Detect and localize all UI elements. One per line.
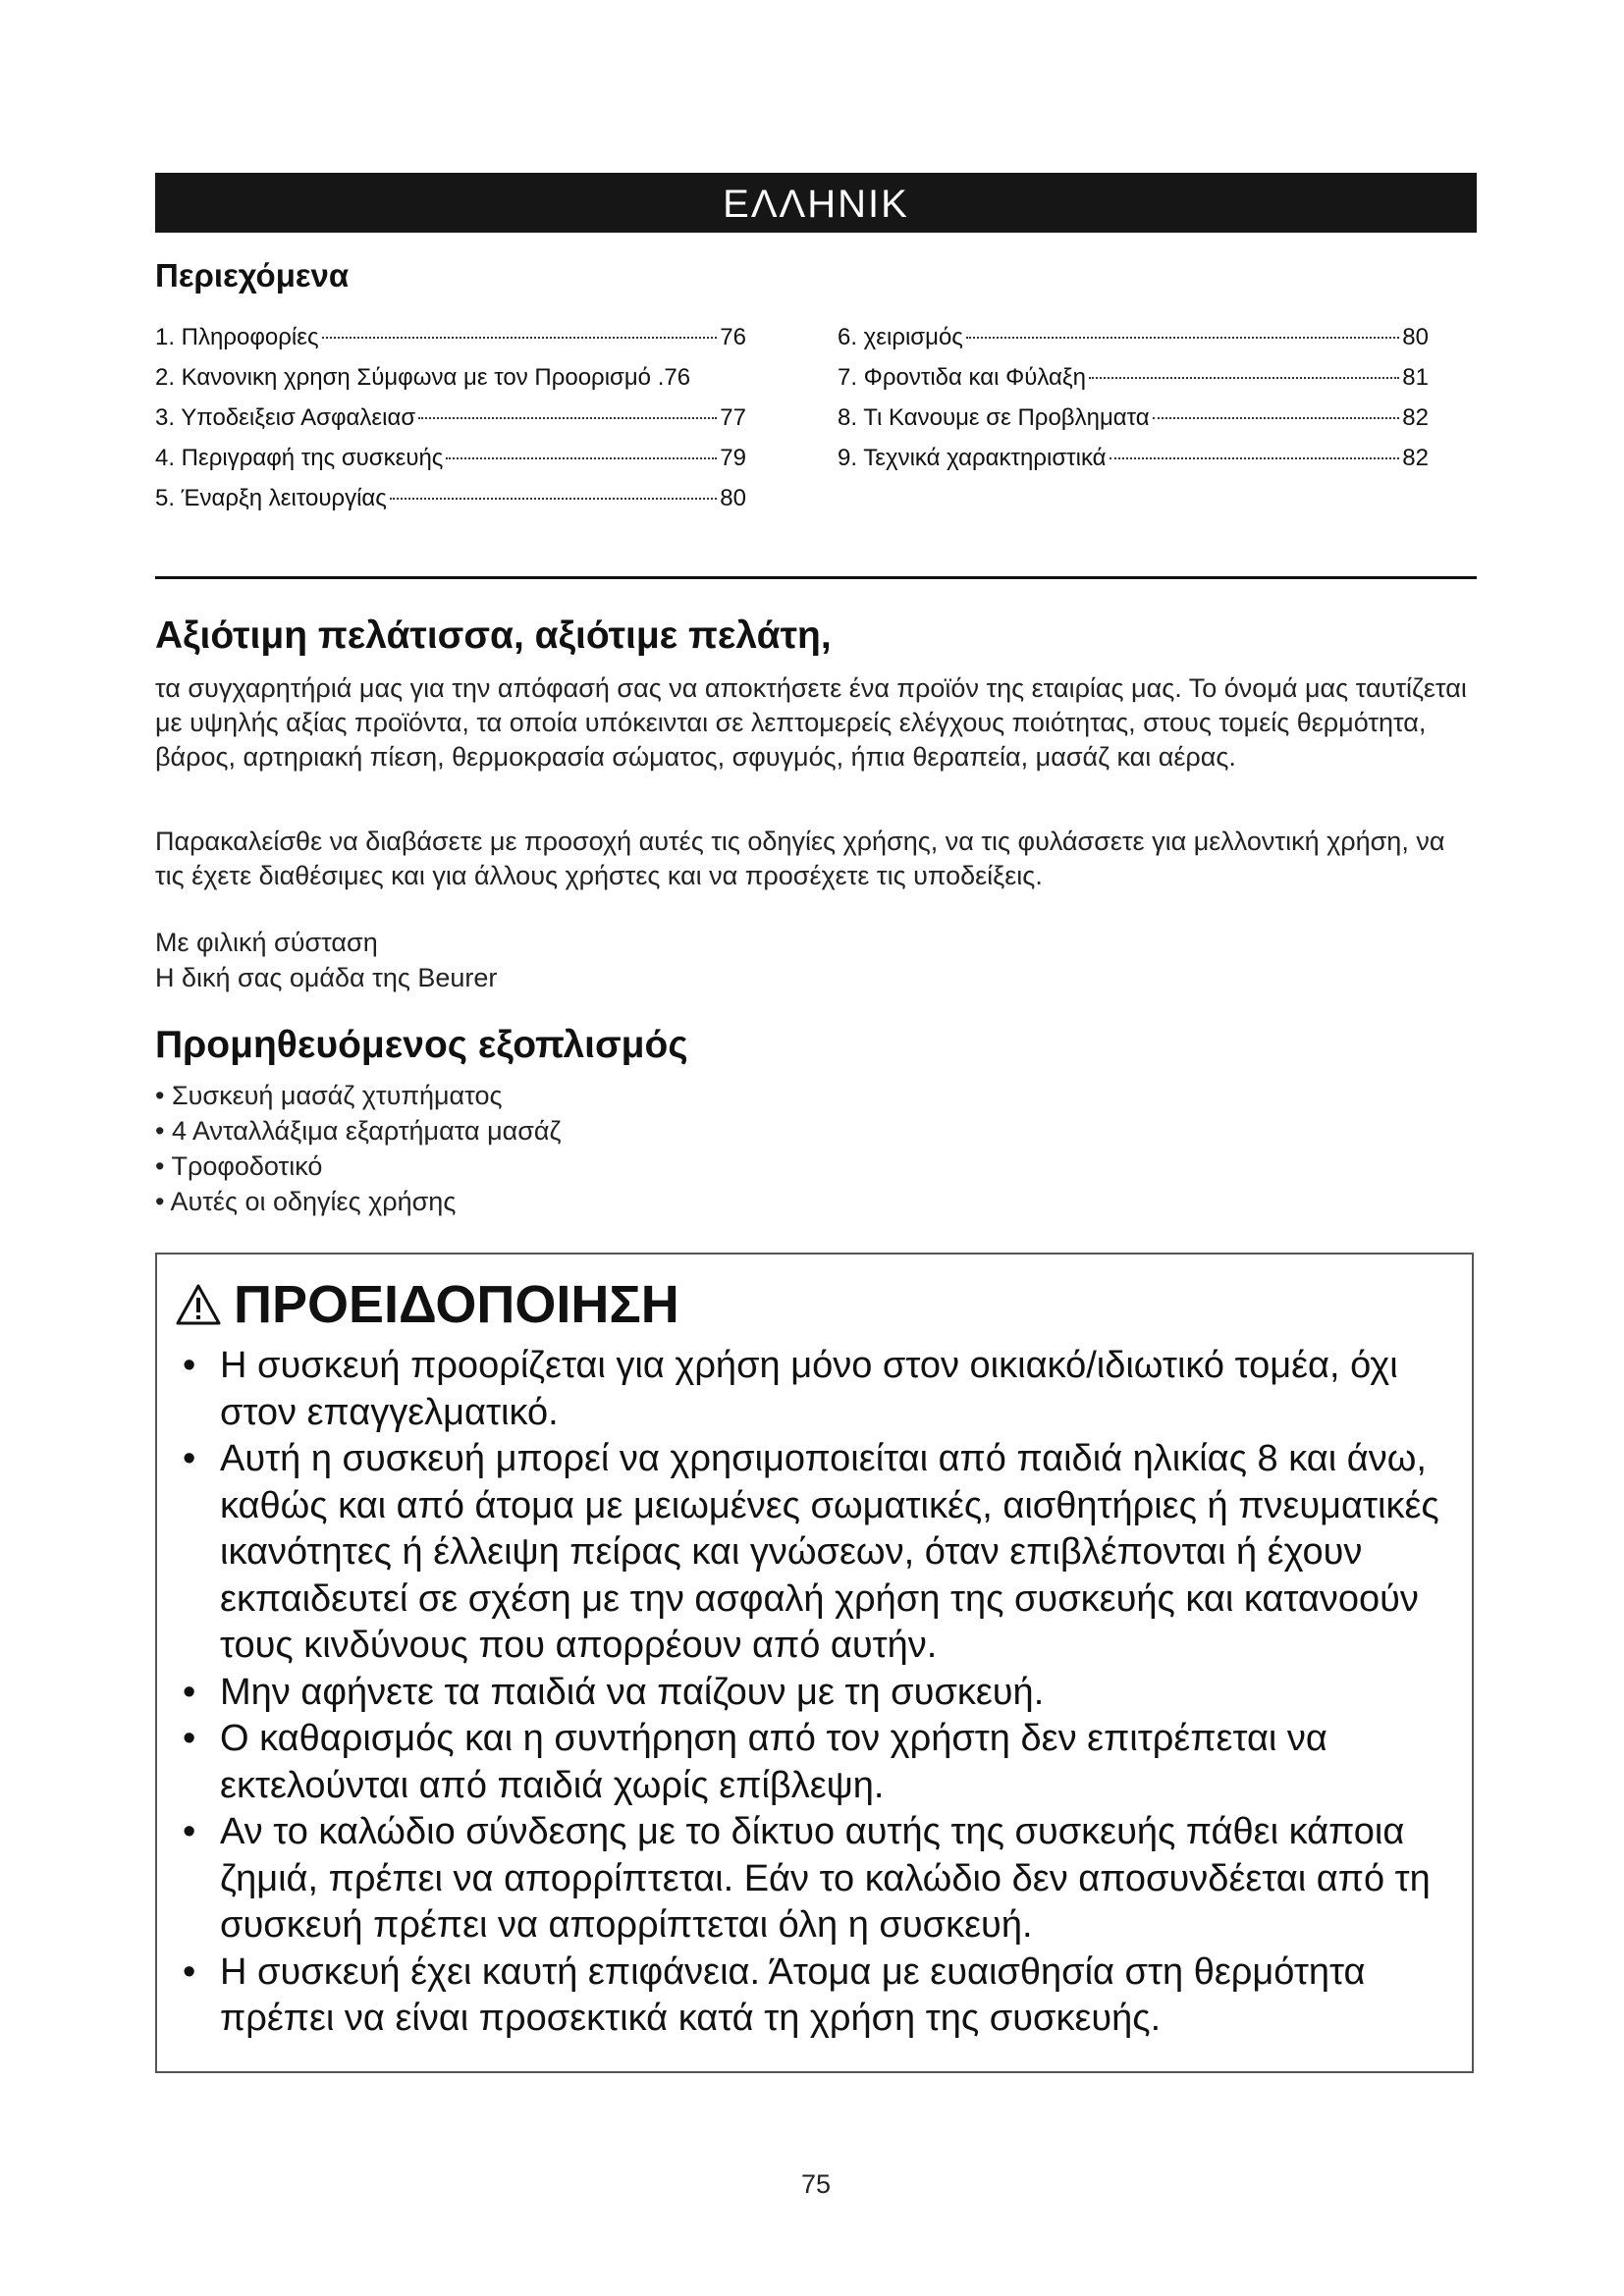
toc-leader-dots <box>966 337 1399 339</box>
toc-item[interactable]: 2. Κανονικη χρηση Σύμφωνα με τον Προορισμό . 76 <box>155 364 691 391</box>
toc-leader-dots <box>418 417 717 419</box>
greeting-heading: Αξιότιμη πελάτισσα, αξιότιμε πελάτη, <box>155 614 832 657</box>
toc-item[interactable]: 4. Περιγραφή της συσκευής 79 <box>155 445 746 471</box>
list-item: • Η συσκευή έχει καυτή επιφάνεια. Άτομα με ευαισθησία στη θερμότητα πρέπει να είναι προσεκτικά κατά τη χρήση της συσκευής. <box>183 1950 1366 2039</box>
toc-left-column <box>155 317 746 518</box>
toc-item[interactable]: 3. Υποδειξεισ Ασφαλειασ 77 <box>155 404 746 431</box>
toc-title: Περιεχόμενα <box>155 257 350 294</box>
toc-item[interactable]: 8. Τι Κανουμε σε Προβληματα 82 <box>838 404 1429 431</box>
list-item: • Μην αφήνετε τα παιδιά να παίζουν με τη συσκευή. <box>175 1670 1461 1717</box>
list-item: • Η συσκευή προορίζεται για χρήση μόνο στον οικιακό/ιδιωτικό τομέα, όχι στον επαγγελματικό. <box>183 1345 1398 1433</box>
bullet: • <box>183 1671 196 1713</box>
toc-right-column <box>838 317 1429 478</box>
toc-leader-dots <box>446 457 717 459</box>
page-number: 75 <box>800 2169 832 2199</box>
signature-line-2: Η δική σας ομάδα της Beurer <box>155 963 498 992</box>
language-banner: ΕΛΛΗΝΙΚ <box>155 173 1477 233</box>
list-item: • Αν το καλώδιο σύνδεσης με το δίκτυο αυτής της συσκευής πάθει κάποια ζημιά, πρέπει να απορρίπτεται. Εάν το καλώδιο δεν αποσυνδέεται από τη συσκευή πρέπει να απορρίπτεται όλη η συσκευή. <box>183 1811 1431 1946</box>
equipment-heading: Προμηθευόμενος εξοπλισμός <box>155 1024 688 1066</box>
list-item: • Ο καθαρισμός και η συντήρηση από τον χρήστη δεν επιτρέπεται να εκτελούνται από παιδιά χωρίς επίβλεψη. <box>183 1718 1327 1806</box>
section-divider <box>155 576 1477 579</box>
toc-item[interactable]: 1. Πληροφορίες 76 <box>155 324 746 350</box>
warning-list <box>175 1343 1461 2043</box>
bullet: • <box>183 1950 196 1993</box>
toc-leader-dots <box>322 337 718 339</box>
toc-item[interactable]: 9. Τεχνικά χαρακτηριστικά 82 <box>838 445 1429 471</box>
warning-title-text: ΠΡΟΕΙΔΟΠΟΙΗΣΗ <box>234 1275 679 1334</box>
toc-item[interactable]: 6. χειρισμός 80 <box>838 324 1429 350</box>
toc-leader-dots <box>1153 417 1400 419</box>
intro-paragraph: τα συγχαρητήριά μας για την απόφασή σας να αποκτήσετε ένα προϊόν της εταιρίας μας. Το όνομά μας ταυτίζεται με υψηλής αξίας προϊόντα, τα οποία υπόκεινται σε λεπτομερείς ελέγχους ποιότητας, στους τομείς θερμότητα, βάρος, αρτηριακή πίεση, θερμοκρασία σώματος, σφυγμός, ήπια θεραπεία, μασάζ και αέρας. <box>155 673 1467 772</box>
signature-line-1: Με φιλική σύσταση <box>155 928 378 957</box>
toc-item[interactable]: 7. Φροντιδα και Φύλαξη 81 <box>838 364 1429 391</box>
instructions-paragraph: Παρακαλείσθε να διαβάσετε με προσοχή αυτές τις οδηγίες χρήσης, να τις φυλάσσετε για μελλοντική χρήση, να τις έχετε διαθέσιμες και για άλλους χρήστες και να προσέχετε τις υποδείξεις. <box>155 827 1445 890</box>
bullet: • <box>183 1345 196 1386</box>
manual-page <box>155 0 1477 2296</box>
bullet: • <box>183 1811 196 1852</box>
bullet: • <box>183 1438 196 1479</box>
equipment-list <box>155 1078 561 1219</box>
warning-triangle-icon <box>175 1283 222 1326</box>
list-item: • Τροφοδοτικό <box>155 1148 561 1184</box>
list-item: • Συσκευή μασάζ χτυπήματος <box>155 1078 561 1113</box>
warning-box <box>155 1253 1474 2073</box>
signature <box>155 925 497 995</box>
toc-item[interactable]: 5. Έναρξη λειτουργίας 80 <box>155 485 746 511</box>
toc-leader-dots <box>390 498 717 500</box>
list-item: • Αυτές οι οδηγίες χρήσης <box>155 1184 561 1219</box>
toc-leader-dots <box>1089 377 1399 379</box>
toc-leader-dots <box>1110 457 1400 459</box>
bullet: • <box>183 1718 196 1759</box>
warning-title <box>175 1274 679 1335</box>
list-item: • Αυτή η συσκευή μπορεί να χρησιμοποιείται από παιδιά ηλικίας 8 και άνω, καθώς και από άτομα με μειωμένες σωματικές, αισθητήριες ή πνευματικές ικανότητες ή έλλειψη πείρας και γνώσεων, όταν επιβλέπονται ή έχουν εκπαιδευτεί σε σχέση με την ασφαλή χρήση της συσκευής και κατανοούν τους κινδύνους που απορρέουν από αυτήν. <box>183 1438 1439 1666</box>
list-item: • 4 Ανταλλάξιμα εξαρτήματα μασάζ <box>155 1113 561 1148</box>
